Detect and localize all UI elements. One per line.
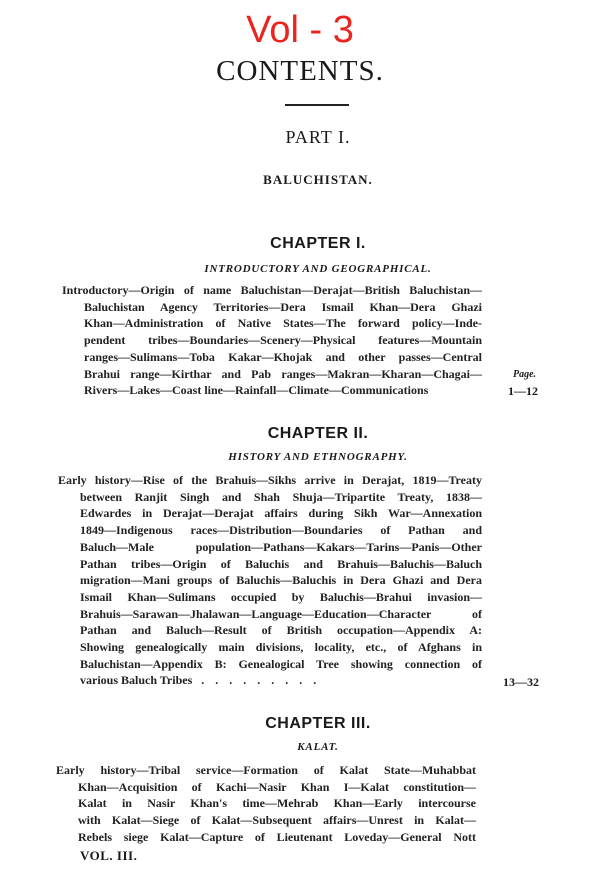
volume-label: Vol - 3 [246, 9, 354, 51]
summary-line: Baluchistan Agency Territories—Dera Ismail Khan—Dera Ghazi [84, 299, 482, 314]
summary-line: Baluchistan—Appendix B: Genealogical Tree showing connection of [80, 656, 482, 671]
summary-line: Early history—Tribal service—Formation of Kalat State—Muhabbat [56, 763, 476, 777]
chapter-3-summary [56, 762, 476, 846]
summary-line: pendent tribes—Boundaries—Scenery—Physical features—Mountain [84, 333, 482, 348]
chapter-3-heading: CHAPTER III. [265, 715, 371, 732]
title-divider [285, 104, 349, 106]
summary-line: Brahuis—Sarawan—Jhalawan—Language—Education—Character of [80, 606, 482, 621]
summary-line-text: various Baluch Tribes [80, 673, 193, 688]
chapter-1-summary [62, 282, 482, 399]
summary-line: Rebels siege Kalat—Capture of Lieutenant Loveday—General Nott [78, 829, 476, 844]
chapter-3-subtitle: KALAT. [297, 741, 339, 753]
page-column-label: Page. [513, 369, 537, 380]
summary-line: Khan—Acquisition of Kachi—Nasir Khan I—Kalat constitution— [78, 779, 476, 794]
summary-line: Kalat in Nasir Khan's time—Mehrab Khan—Early intercourse [78, 796, 476, 811]
chapter-2-summary [58, 472, 482, 689]
leader-dots: . . . . . . . . . [201, 673, 321, 688]
part-title: PART I. [285, 127, 351, 147]
summary-line: 1849—Indigenous races—Distribution—Boundaries of Pathan and [80, 523, 482, 538]
summary-line: Ismail Khan—Sulimans occupied by Baluchis—Brahui invasion— [80, 589, 482, 604]
chapter-1-pages: 1—12 [508, 384, 538, 398]
summary-line: ranges—Sulimans—Toba Kakar—Khojak and other passes—Central [84, 349, 482, 364]
chapter-1-heading: CHAPTER I. [270, 235, 366, 252]
summary-line: Brahui range—Kirthar and Pab ranges—Makran—Kharan—Chagai— [84, 366, 482, 381]
summary-line: Early history—Rise of the Brahuis—Sikhs arrive in Derajat, 1819—Treaty [58, 473, 482, 487]
summary-line: migration—Mani groups of Baluchis—Baluchis in Dera Ghazi and Dera [80, 573, 482, 588]
summary-line: Rivers—Lakes—Coast line—Rainfall—Climate—Communications [84, 383, 429, 398]
summary-line: Khan—Administration of Native States—The forward policy—Inde- [84, 316, 482, 331]
volume-footer: VOL. III. [80, 848, 138, 863]
chapter-2-pages: 13—32 [503, 675, 539, 689]
chapter-2-subtitle: HISTORY AND ETHNOGRAPHY. [228, 451, 408, 463]
summary-line: between Ranjit Singh and Shah Shuja—Tripartite Treaty, 1838— [80, 489, 482, 504]
chapter-2-heading: CHAPTER II. [267, 425, 369, 442]
summary-line: Showing genealogically main divisions, locality, etc., of Afghans in [80, 640, 482, 655]
summary-line: Baluch—Male population—Pathans—Kakars—Tarins—Panis—Other [80, 539, 482, 554]
summary-line: Pathan and Baluch—Result of British occupation—Appendix A: [80, 623, 482, 638]
page-title: CONTENTS. [216, 55, 384, 87]
chapter-1-subtitle: INTRODUCTORY AND GEOGRAPHICAL. [204, 263, 432, 275]
summary-line: with Kalat—Siege of Kalat—Subsequent affairs—Unrest in Kalat— [78, 813, 476, 828]
summary-line: Introductory—Origin of name Baluchistan—Derajat—British Baluchistan— [62, 283, 482, 297]
summary-line: Edwardes in Derajat—Derajat affairs during Sikh War—Annexation [80, 506, 482, 521]
region-title: BALUCHISTAN. [263, 172, 373, 187]
summary-line: Pathan tribes—Origin of Baluchis and Brahuis—Baluchis—Baluch [80, 556, 482, 571]
summary-line [58, 672, 482, 689]
